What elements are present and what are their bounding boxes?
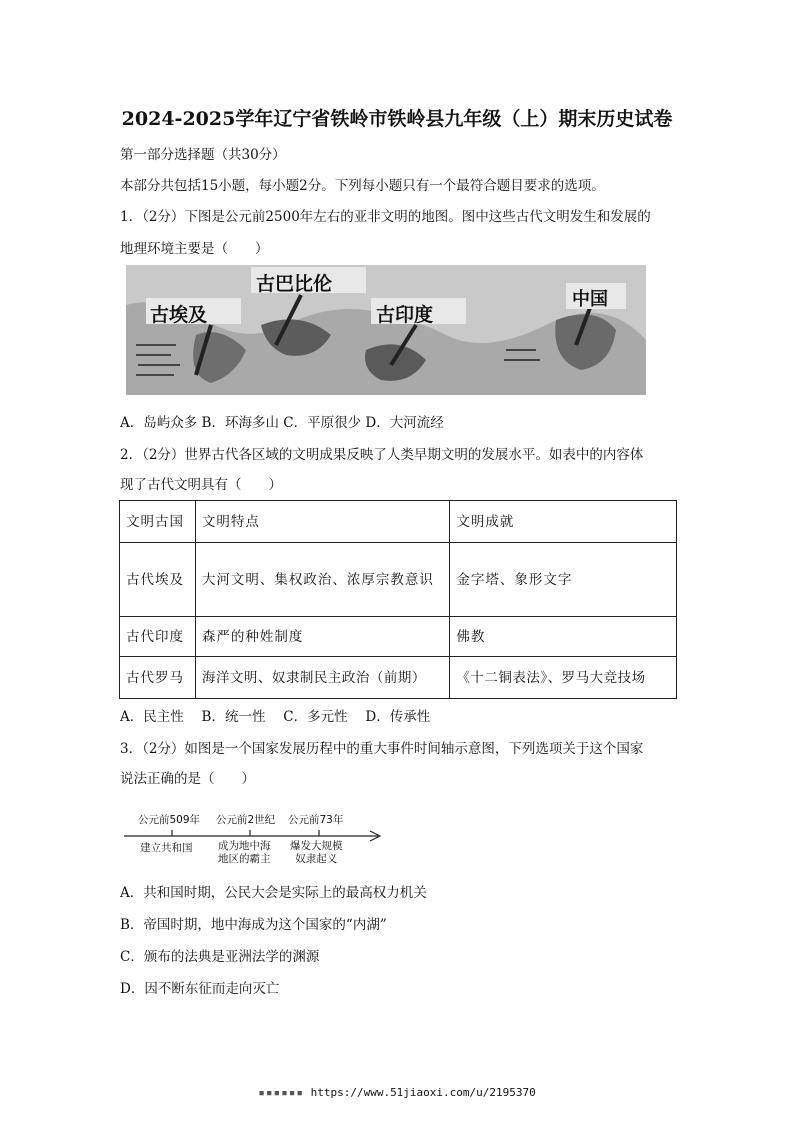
instructions: 本部分共包括15小题，每小题2分。下列每小题只有一个最符合题目要求的选项。 [120,178,605,194]
table-cell: 《十二铜表法》、罗马大竞技场 [450,657,677,699]
q2-stem-line1: 2．（2分）世界古代各区域的文明成果反映了人类早期文明的发展水平。如表中的内容体 [120,447,644,463]
q2-options: A．民主性 B．统一性 C．多元性 D．传承性 [120,709,431,725]
page-title: 2024-2025学年辽宁省铁岭市铁岭县九年级（上）期末历史试卷 [121,108,673,130]
table-cell: 古代印度 [120,617,196,657]
footer-watermark-icon: ▪▪▪▪▪▪ [258,1086,304,1099]
civilization-table [119,500,677,699]
timeline-date: 公元前73年 [288,814,344,826]
map-label-babylon: 古巴比伦 [256,273,333,295]
ancient-civilizations-map [126,265,646,395]
part-heading: 第一部分选择题（共30分） [120,147,286,163]
table-cell: 古代罗马 [120,657,196,699]
table-header-cell: 文明成就 [450,501,677,543]
table-row [120,657,677,699]
timeline-date: 公元前2世纪 [216,814,276,826]
q1-stem-line1: 1．（2分）下图是公元前2500年左右的亚非文明的地图。图中这些古代文明发生和发展的 [120,209,651,225]
q2-stem-line2: 现了古代文明具有（ ） [120,477,282,493]
q1-options: A．岛屿众多 B．环海多山 C．平原很少 D．大河流经 [120,415,444,431]
table-cell: 森严的种姓制度 [195,617,450,657]
map-label-china: 中国 [572,289,608,310]
timeline-event-line: 成为地中海 [218,840,271,852]
q3-stem-line2: 说法正确的是（ ） [120,771,255,787]
rome-timeline [120,806,390,868]
table-cell: 海洋文明、奴隶制民主政治（前期） [195,657,450,699]
footer-url-link[interactable]: https://www.51jiaoxi.com/u/2195370 [310,1086,536,1099]
timeline-event [218,840,271,866]
table-cell: 金字塔、象形文字 [450,543,677,617]
timeline-event-line: 地区的霸主 [218,853,271,865]
table-header-cell: 文明特点 [195,501,450,543]
q3-option-c: C．颁布的法典是亚洲法学的渊源 [120,949,320,965]
table-cell: 佛教 [450,617,677,657]
q3-stem-line1: 3．（2分）如图是一个国家发展历程中的重大事件时间轴示意图，下列选项关于这个国家 [120,741,644,757]
timeline-event-line: 爆发大规模 [290,840,343,852]
table-header-row [120,501,677,543]
map-label-india: 古印度 [376,304,434,326]
page-footer [0,1086,794,1099]
table-cell: 古代埃及 [120,543,196,617]
q3-option-a: A．共和国时期，公民大会是实际上的最高权力机关 [120,885,427,901]
timeline-event [290,840,343,866]
table-row [120,543,677,617]
table-header-cell: 文明古国 [120,501,196,543]
map-graphic [126,265,646,395]
q1-stem-line2: 地理环境主要是（ ） [120,241,269,257]
timeline-event-line: 奴隶起义 [295,853,338,865]
q3-option-d: D．因不断东征而走向灭亡 [120,981,280,997]
table-cell: 大河文明、集权政治、浓厚宗教意识 [195,543,450,617]
timeline-event: 建立共和国 [140,842,193,854]
map-label-egypt: 古埃及 [150,304,208,326]
timeline-date: 公元前509年 [138,814,201,826]
q3-option-b: B．帝国时期，地中海成为这个国家的“内湖” [120,917,387,933]
table-row [120,617,677,657]
